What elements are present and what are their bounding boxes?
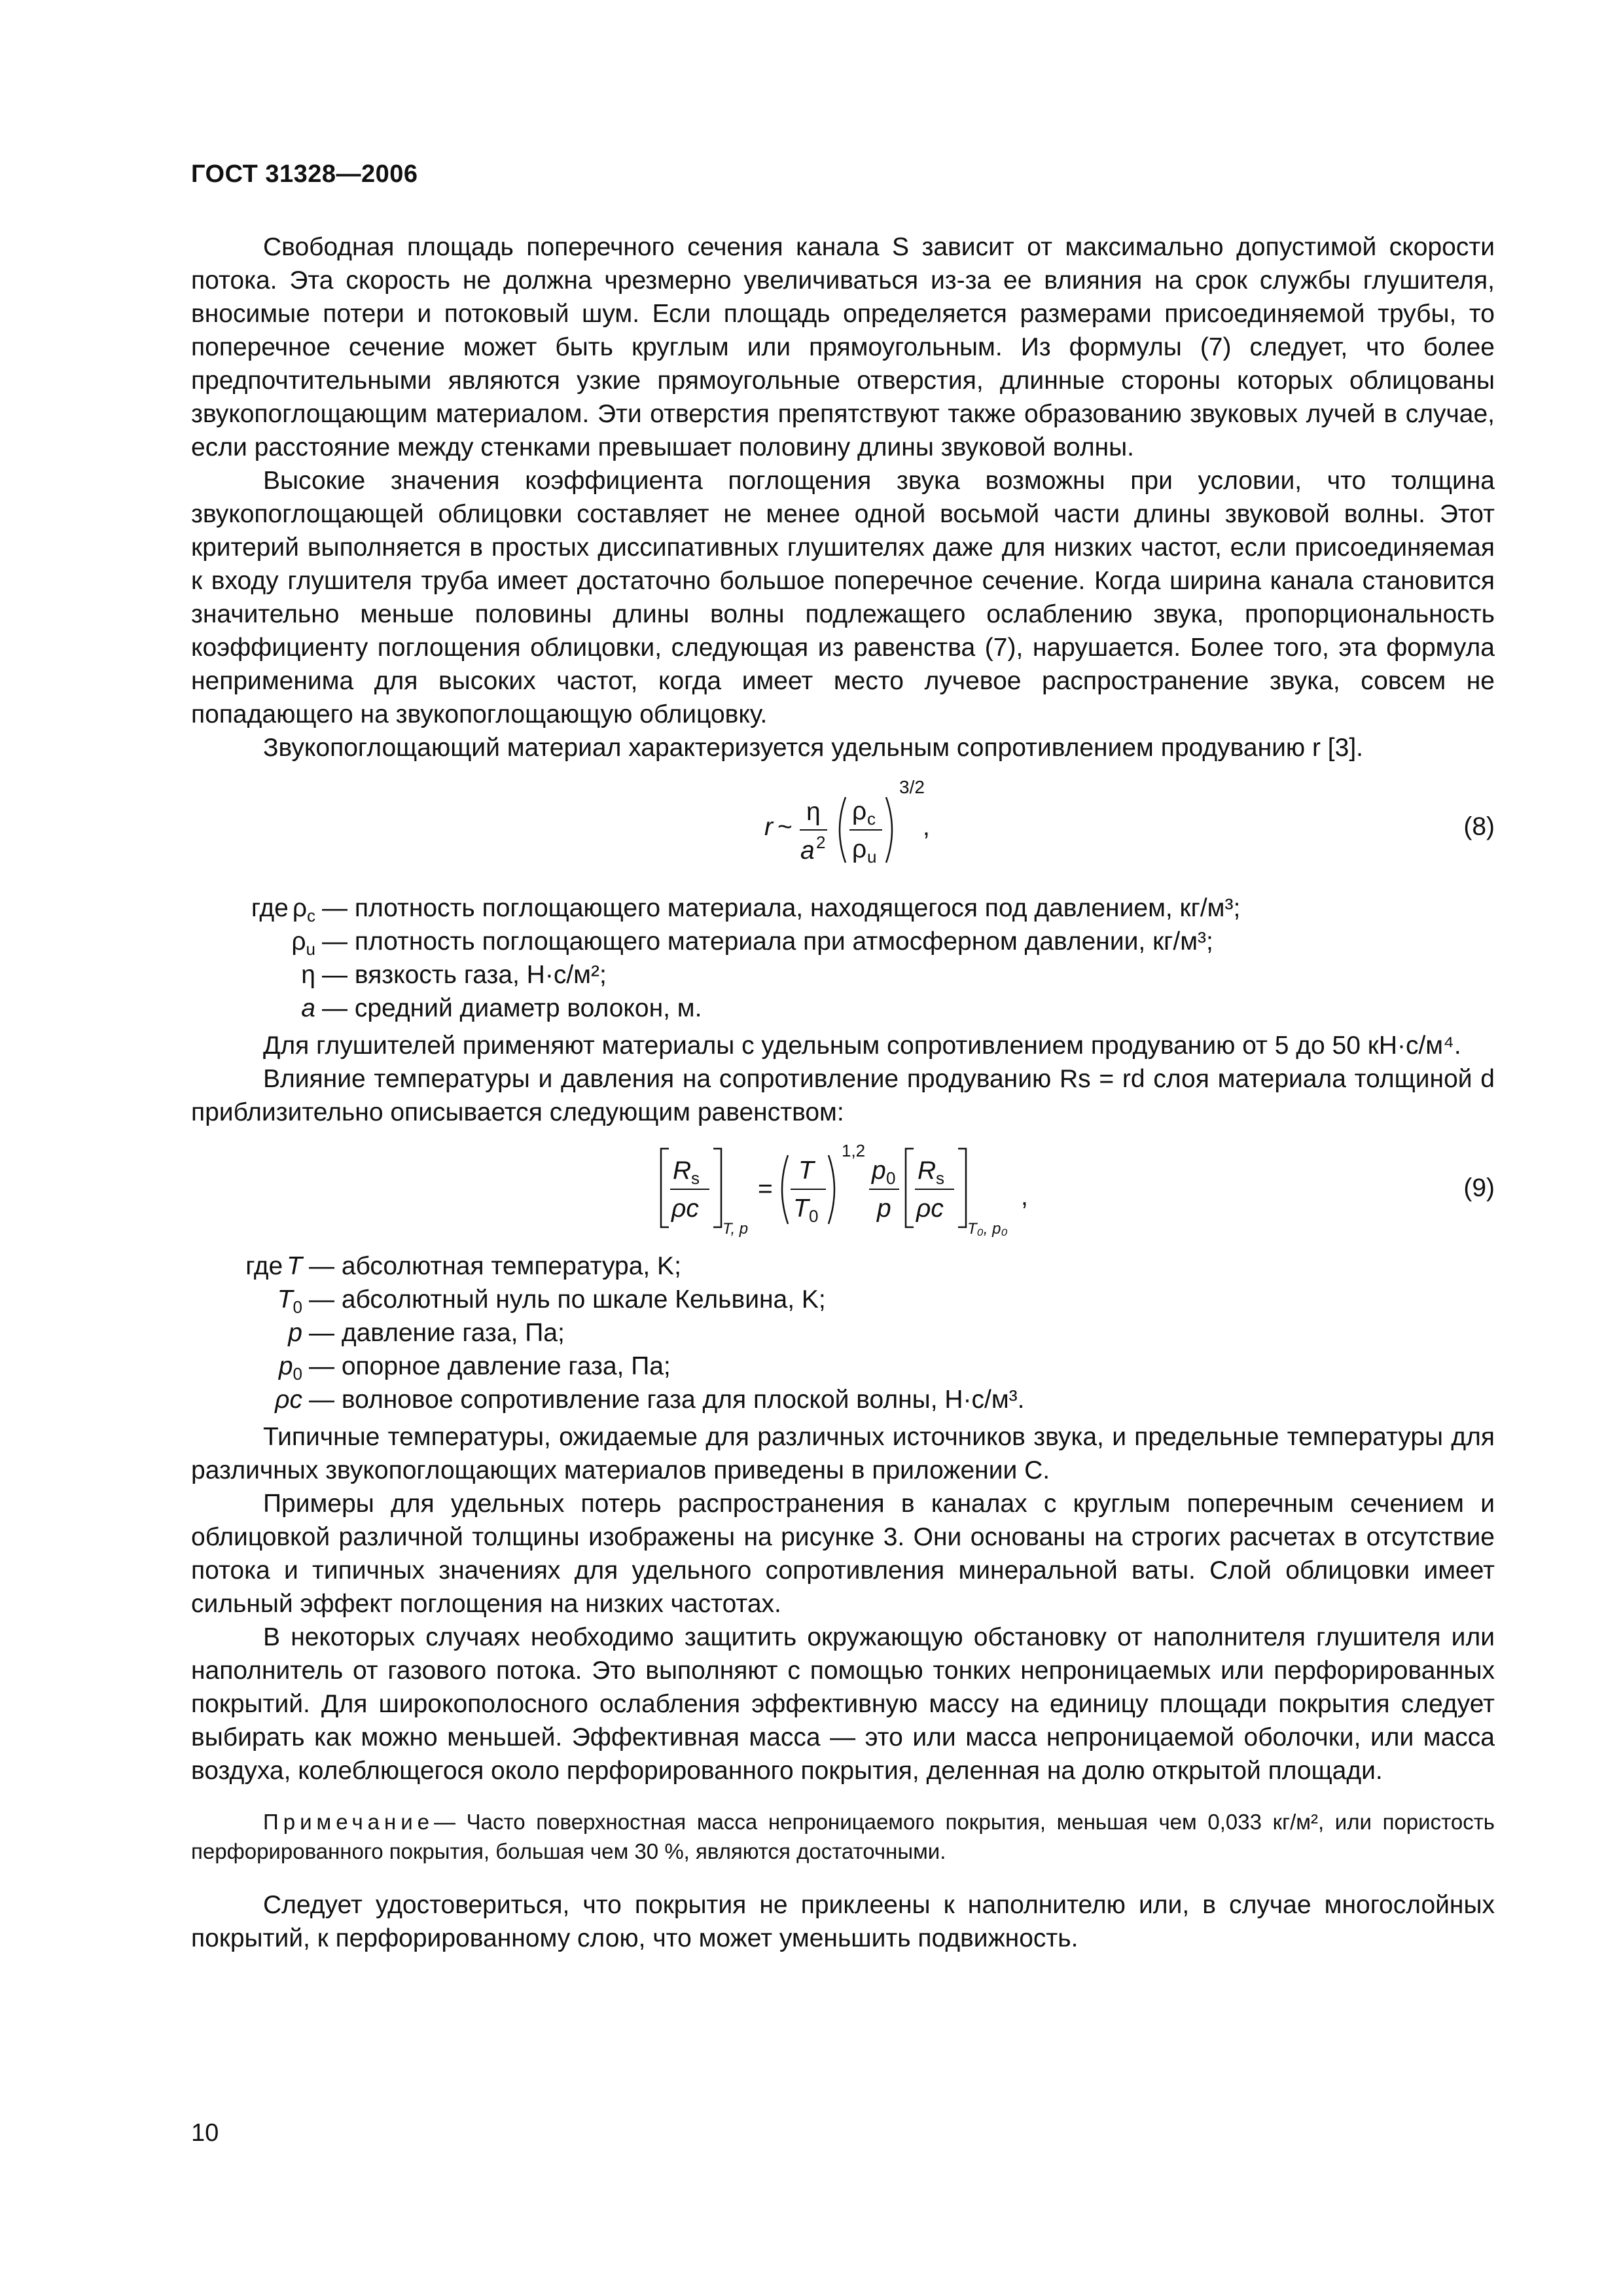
formula-9-rho-c-left: ρc — [671, 1194, 699, 1223]
formula-8-svg — [191, 764, 1495, 889]
formula-9-svg — [191, 1129, 1495, 1247]
note — [191, 1807, 1495, 1866]
formula-8 — [191, 764, 1495, 889]
paragraph-1: Свободная площадь поперечного сечения канала S зависит от максимально допустимой скорости потока. Эта скорость не должна чрезмерно увеличиваться из-за ее влияния на срок службы глушителя, вносимые потери и потоковый шум. Если площадь определяется размерами присоединяемой трубы, то поперечное сечение может быть круглым или прямоугольным. Из формулы (7) следует, что более предпочтительными являются узкие прямоугольные отверстия, длинные стороны которых облицованы звукопоглощающим материалом. Эти отверстия препятствуют также образованию звуковых лучей в случае, если расстояние между стенками превышает половину длины звуковой волны. — [191, 233, 1495, 461]
formula-8-den-exponent: 2 — [816, 833, 826, 852]
formula-8-numerator: η — [806, 798, 821, 826]
formula-9-right-paren — [829, 1155, 834, 1224]
formula-9-right-bracket-open — [906, 1149, 914, 1227]
formula-9-rho-c-right: ρc — [916, 1194, 944, 1223]
definition-row: $T_0$ — абсолютный нуль по шкале Кельвина, K; — [277, 1285, 826, 1317]
formula-8-rho-c-sub: c — [867, 809, 876, 829]
paragraph-9: Следует удостовериться, что покрытия не приклеены к наполнителю или, в случае многослойных покрытий, к перфорированному слою, что может уменьшить подвижность. — [191, 1891, 1495, 1952]
formula-8-rho-u: ρ — [852, 835, 867, 863]
formula-9-left-bracket-open — [661, 1149, 669, 1227]
formula-9-r: R — [673, 1157, 692, 1185]
formula-9-r-right: R — [918, 1157, 936, 1185]
formula-8-lhs: r — [764, 813, 773, 841]
formula-9-left-bracket-close — [713, 1149, 721, 1227]
formula-9 — [191, 1129, 1495, 1247]
formula-9-r-right-sub: s — [936, 1168, 944, 1188]
formula-9-equals: = — [758, 1175, 773, 1203]
paragraph-3: Звукопоглощающий материал характеризуется удельным сопротивлением продуванию r [3]. — [263, 734, 1363, 762]
formula-9-exponent: 1,2 — [842, 1141, 866, 1160]
formula-8-left-paren — [840, 797, 846, 863]
document-body — [191, 230, 1495, 1955]
formula-9-t0-sub: 0 — [809, 1206, 819, 1226]
formula-8-right-paren — [886, 797, 892, 863]
paragraph-2: Высокие значения коэффициента поглощения звука возможны при условии, что толщина звукопоглощающей облицовки составляет не менее одной восьмой части длины звуковой волны. Этот критерий выполняется в простых диссипативных глушителях даже для низких частот, если присоединяемая к входу глушителя труба имеет достаточно большое поперечное сечение. Когда ширина канала становится значительно меньше половины длины волны подлежащего ослаблению звука, пропорциональность коэффициенту поглощения облицовки, следующая из равенства (7), нарушается. Более того, эта формула неприменима для высоких частот, когда имеет место лучевое распространение звука, совсем не попадающего на звукопоглощающую облицовку. — [191, 467, 1495, 728]
document-code-header: ГОСТ 31328—2006 — [191, 160, 418, 188]
paragraph-5: Влияние температуры и давления на сопротивление продуванию Rs = rd слоя материала толщиной d приблизительно описывается следующим равенством: — [191, 1065, 1495, 1126]
formula-9-p: p — [877, 1194, 891, 1223]
note-label: Примечание — [263, 1810, 435, 1834]
formula-8-rho-c: ρ — [852, 797, 867, 825]
definition-row: $p_0$ — опорное давление газа, Па; — [278, 1352, 671, 1384]
formula-9-right-subscript: T₀, p₀ — [967, 1220, 1008, 1238]
definition-row: где T — абсолютная температура, K; — [245, 1252, 681, 1280]
formula-9-comma: , — [1021, 1183, 1028, 1211]
formula-9-number: (9) — [1463, 1174, 1495, 1202]
definition-row: a — средний диаметр волокон, м. — [301, 994, 702, 1022]
formula-9-r-sub: s — [691, 1168, 700, 1188]
formula-9-p0: p — [872, 1157, 886, 1185]
paragraph-6: Типичные температуры, ожидаемые для различных источников звука, и предельные температуры для различных звукопоглощающих материалов приведены в приложении С. — [191, 1423, 1495, 1484]
page-number: 10 — [191, 2119, 219, 2147]
definition-row: $\rho_u$ — плотность поглощающего материала при атмосферном давлении, кг/м³; — [291, 927, 1213, 959]
paragraph-4: Для глушителей применяют материалы с удельным сопротивлением продуванию от 5 до 50 кН·с/м⁴. — [263, 1031, 1461, 1060]
paragraph-8: В некоторых случаях необходимо защитить окружающую обстановку от наполнителя глушителя или наполнитель от газового потока. Это выполняют с помощью тонких непроницаемых или перфорированных покрытий. Для широкополосного ослабления эффективную массу на единицу площади покрытия следует выбирать как можно меньшей. Эффективная масса — это или масса непроницаемой оболочки, или масса воздуха, колеблющегося около перфорированного покрытия, деленная на долю открытой площади. — [191, 1623, 1495, 1785]
note-text: — Часто поверхностная масса непроницаемого покрытия, меньшая чем 0,033 кг/м², или пористость перфорированного покрытия, большая чем 30 %, являются достаточными. — [191, 1810, 1495, 1863]
formula-8-exponent: 3/2 — [899, 777, 925, 797]
formula-9-t: T — [798, 1157, 814, 1185]
formula-9-left-paren — [782, 1155, 788, 1224]
formula-8-rho-u-sub: u — [867, 847, 877, 867]
formula-8-definitions — [191, 891, 1495, 1025]
definition-row: ρc — волновое сопротивление газа для плоской волны, Н·с/м³. — [275, 1386, 1025, 1414]
formula-8-relation: ~ — [777, 813, 793, 841]
formula-9-left-subscript: T, p — [722, 1220, 749, 1238]
formula-9-right-bracket-close — [958, 1149, 966, 1227]
formula-9-p0-sub: 0 — [886, 1168, 896, 1188]
formula-8-denominator: a — [800, 836, 815, 865]
definition-row: где $\rho_c$ — плотность поглощающего материала, находящегося под давлением, кг/м³; — [251, 894, 1241, 925]
formula-9-definitions — [191, 1249, 1495, 1416]
paragraph-7: Примеры для удельных потерь распространения в каналах с круглым поперечным сечением и облицовкой различной толщины изображены на рисунке 3. Они основаны на строгих расчетах в отсутствие потока и типичных значениях для удельного сопротивления минеральной ваты. Слой облицовки имеет сильный эффект поглощения на низких частотах. — [191, 1490, 1495, 1618]
definition-row: p — давление газа, Па; — [288, 1319, 565, 1347]
formula-9-t0: T — [793, 1194, 809, 1223]
formula-8-number: (8) — [1463, 812, 1495, 841]
definition-row: η — вязкость газа, Н·с/м²; — [301, 961, 607, 989]
formula-8-comma: , — [923, 813, 930, 841]
